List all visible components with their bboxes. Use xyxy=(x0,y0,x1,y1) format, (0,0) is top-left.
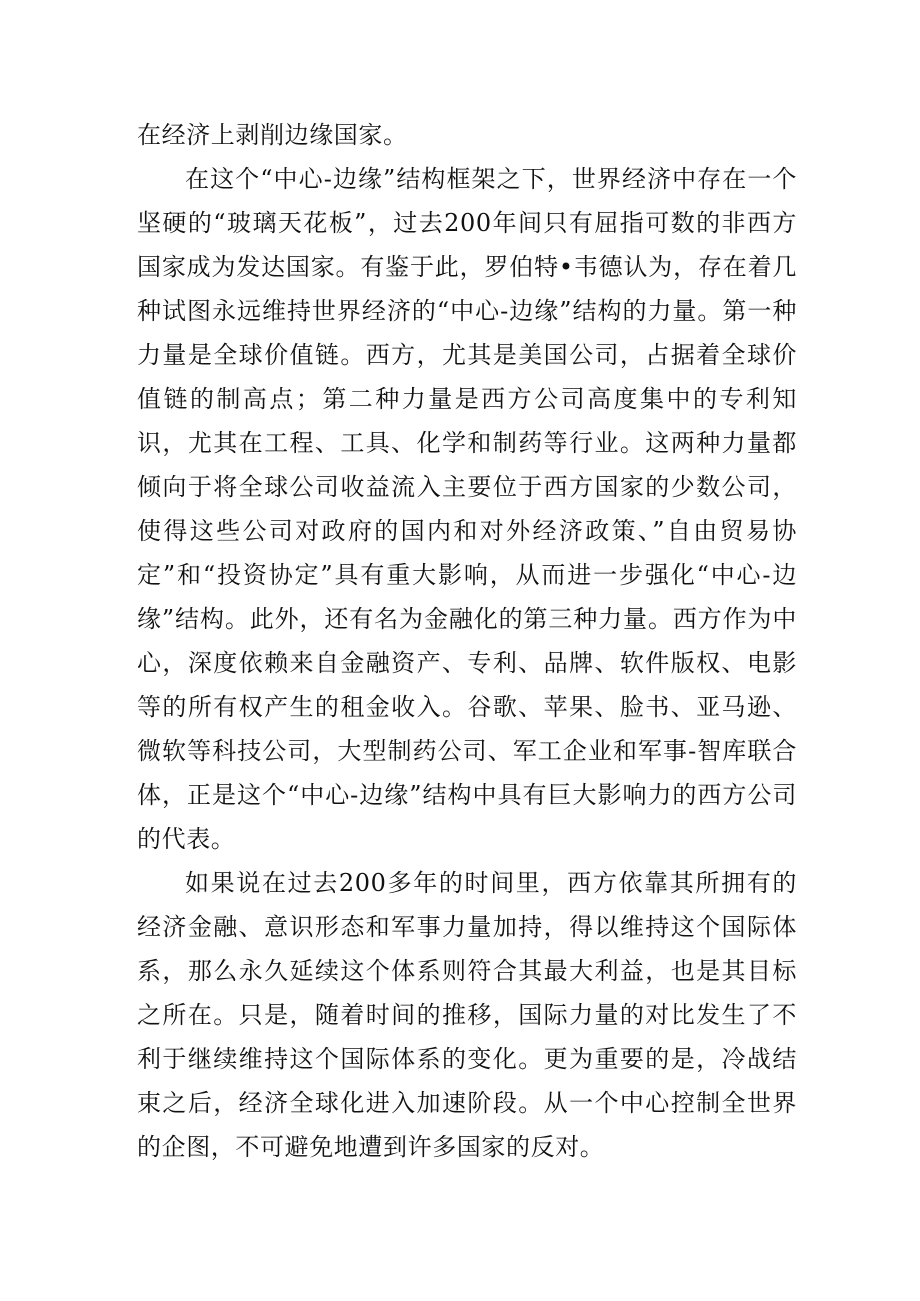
paragraph-2: 在这个“中心-边缘”结构框架之下，世界经济中存在一个坚硬的“玻璃天花板”，过去200年间只有屈指可数的非西方国家成为发达国家。有鉴于此，罗伯特•韦德认为，存在着几种试图永远维持世界经济的“中心-边缘”结构的力量。第一种力量是全球价值链。西方，尤其是美国公司，占据着全球价值链的制高点；第二种力量是西方公司高度集中的专利知识，尤其在工程、工具、化学和制药等行业。这两种力量都倾向于将全球公司收益流入主要位于西方国家的少数公司，使得这些公司对政府的国内和对外经济政策、”自由贸易协定”和“投资协定”具有重大影响，从而进一步强化“中心-边缘”结构。此外，还有名为金融化的第三种力量。西方作为中心，深度依赖来自金融资产、专利、品牌、软件版权、电影等的所有权产生的租金收入。谷歌、苹果、脸书、亚马逊、微软等科技公司，大型制药公司、军工企业和军事-智库联合体，正是这个“中心-边缘”结构中具有巨大影响力的西方公司的代表。 xyxy=(137,165,797,853)
paragraph-1: 在经济上剥削边缘国家。 xyxy=(137,121,408,149)
body-text xyxy=(137,113,797,1169)
paragraph-3: 如果说在过去200多年的时间里，西方依靠其所拥有的经济金融、意识形态和军事力量加持，得以维持这个国际体系，那么永久延续这个体系则符合其最大利益，也是其目标之所在。只是，随着时间的推移，国际力量的对比发生了不利于继续维持这个国际体系的变化。更为重要的是，冷战结束之后，经济全球化进入加速阶段。从一个中心控制全世界的企图，不可避免地遭到许多国家的反对。 xyxy=(137,869,797,1161)
